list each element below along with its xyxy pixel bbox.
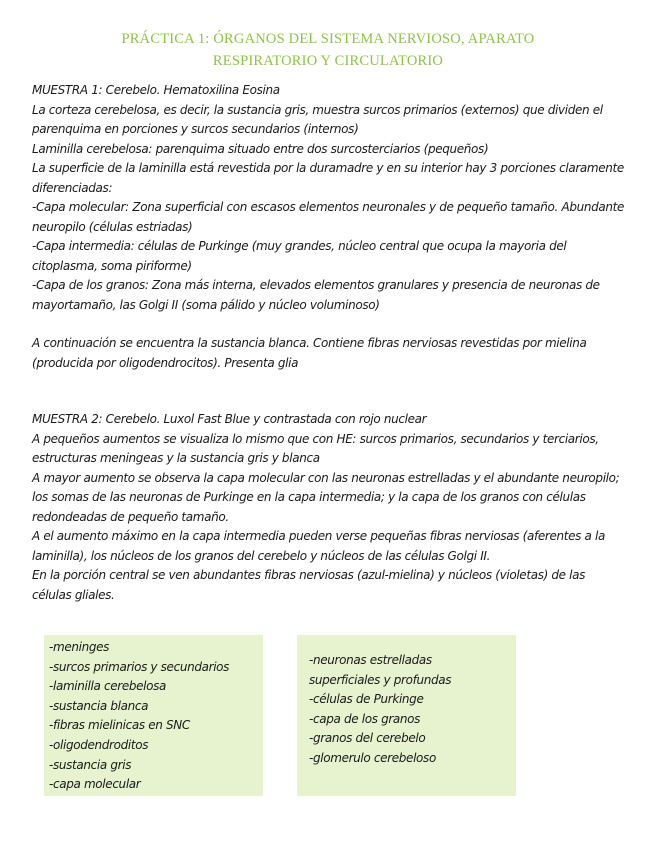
page-title bbox=[40, 28, 616, 72]
title-line-2: RESPIRATORIO Y CIRCULATORIO bbox=[212, 53, 444, 69]
list-item: -capa de los granos bbox=[309, 711, 421, 726]
list-item: -sustancia blanca bbox=[49, 698, 149, 713]
sample2-paragraph: A mayor aumento se observa la capa molecular con las neuronas estrelladas y el abundante neuropilo; los somas de las neuronas de Purkinge en la capa intermedia; y la capa de los granos con células redondeadas de pequeño tamaño. bbox=[32, 470, 620, 524]
sample2-paragraph: A pequeños aumentos se visualiza lo mismo que con HE: surcos primarios, secundarios y terciarios, estructuras meningeas y la sustancia gris y blanca bbox=[32, 431, 599, 465]
list-item: -granos del cerebelo bbox=[309, 731, 426, 746]
sample1-layer-molecular: -Capa molecular: Zona superficial con escasos elementos neuronales y de pequeño tamaño. Abundante neuropilo (células estriadas) bbox=[32, 200, 625, 234]
sample2-paragraph: A el aumento máximo en la capa intermedia pueden verse pequeñas fibras nerviosas (aferentes a la laminilla), los núcleos de los granos del cerebelo y núcleos de las células Golgi II. bbox=[32, 529, 605, 563]
list-item: -meninges bbox=[49, 640, 110, 654]
list-item: -neuronas estrelladas bbox=[309, 653, 432, 667]
sample1-paragraph: La corteza cerebelosa, es decir, la sustancia gris, muestra surcos primarios (externos) que dividen el parenquima en porciones y surcos secundarios (internos) bbox=[32, 102, 603, 136]
sample1-white-matter: A continuación se encuentra la sustancia blanca. Contiene fibras nerviosas revestidas por mielina (producida por oligodendrocitos). Presenta glia bbox=[32, 336, 587, 370]
list-item: superficiales y profundas bbox=[309, 672, 452, 687]
sample1-paragraph: La superficie de la laminilla está revestida por la duramadre y en su interior hay 3 porciones claramente diferenciadas: bbox=[32, 161, 624, 195]
sample2-paragraph: En la porción central se ven abundantes fibras nerviosas (azul-mielina) y núcleos (violetas) de las células gliales. bbox=[32, 568, 586, 602]
title-line-1: PRÁCTICA 1: ÓRGANOS DEL SISTEMA NERVIOSO, APARATO bbox=[121, 31, 535, 47]
structures-list-box-1 bbox=[44, 635, 263, 796]
list-item: -laminilla cerebelosa bbox=[49, 679, 167, 694]
structures-list-box-2 bbox=[297, 635, 516, 796]
sample1-paragraph: Laminilla cerebelosa: parenquima situado entre dos surcosterciarios (pequeños) bbox=[32, 141, 489, 156]
sample1-heading: MUESTRA 1: Cerebelo. Hematoxilina Eosina bbox=[32, 83, 280, 97]
list-item: -células de Purkinge bbox=[309, 692, 424, 707]
list-item: -sustancia gris bbox=[49, 757, 132, 772]
list-item: -capa molecular bbox=[49, 777, 141, 792]
sample1-layer-intermediate: -Capa intermedia: células de Purkinge (muy grandes, núcleo central que ocupa la mayoria del citoplasma, soma piriforme) bbox=[32, 239, 567, 273]
sample2-heading: MUESTRA 2: Cerebelo. Luxol Fast Blue y contrastada con rojo nuclear bbox=[32, 412, 427, 426]
list-item: -surcos primarios y secundarios bbox=[49, 659, 230, 674]
document-body bbox=[32, 81, 626, 605]
list-item: -oligodendroditos bbox=[49, 737, 149, 752]
list-item: -glomerulo cerebeloso bbox=[309, 750, 436, 765]
list-item: -fibras mielinicas en SNC bbox=[49, 718, 190, 733]
sample1-layer-granular: -Capa de los granos: Zona más interna, elevados elementos granulares y presencia de neuronas de mayortamaño, las Golgi II (soma pálido y núcleo voluminoso) bbox=[32, 278, 600, 312]
